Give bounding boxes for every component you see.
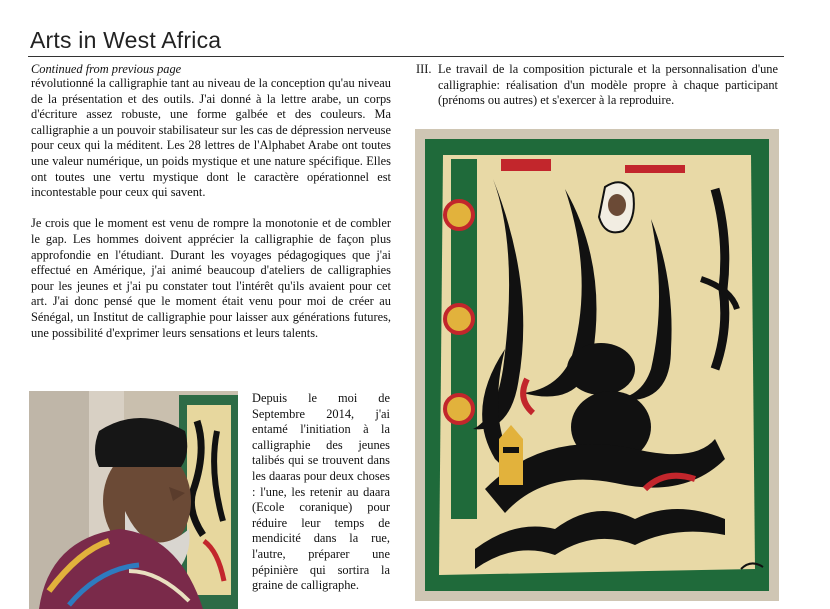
list-item-number: III.	[416, 62, 432, 76]
paragraph-3: Depuis le moi de Septembre 2014, j'ai entamé l'initiation à la calligraphie des jeunes talibés qui se trouvent dans les daaras pour deux choses : l'une, les retenir au daara (Ecole coranique) pour réduire leur temps de mendicité dans la rue, l'autre, préparer une pépinière qui sortira la graine de calligraphe.	[252, 391, 390, 593]
calligraphy-artwork	[415, 129, 779, 601]
photo-side-text	[252, 391, 390, 594]
paragraph-2: Je crois que le moment est venu de rompre la monotonie et de combler le gap. Les hommes doivent apprécier la calligraphie de façon plus approfondie en l'étudiant. Durant les voyages pédagogiques que j'ai effectué en Amérique, j'ai animé beaucoup d'ateliers de calligraphies pour les jeunes et j'ai pu constater tout l'intérêt qu'ils avaient pour cet art. J'ai donc pensé que le moment était venu pour moi de créer au Sénégal, un Institut de calligraphie pour laisser aux générations futures, une possibilité d'exprimer leurs sensations et leurs talents.	[31, 216, 391, 340]
list-item	[416, 62, 778, 109]
calligrapher-photo	[29, 391, 238, 609]
left-column	[31, 62, 391, 341]
continued-note: Continued from previous page	[31, 62, 182, 76]
calligraphy-painting	[415, 129, 779, 601]
page-title: Arts in West Africa	[30, 27, 222, 53]
right-column	[416, 62, 778, 109]
paragraph-1: révolutionné la calligraphie tant au niveau de la conception qu'au niveau de la présentation et des outils. J'ai donné à la lettre arabe, un corps d'écriture assez robuste, une forme galbée et des couleurs. Ma calligraphie a un pouvoir stabilisateur sur les cas de dépression nerveuse pour ceux qui la méditent. Les 28 lettres de l'Alphabet Arabe ont toutes une valeur numérique, un poids mystique et une nature spécifique. Elles ont toutes une vertu mystique dont le caractère opérationnel est incontestable pour ceux qui savent.	[31, 76, 391, 200]
page-header	[28, 26, 784, 57]
list-item-text: Le travail de la composition picturale et la personnalisation d'une calligraphie: réalisation d'un modèle propre à chaque participant (prénoms ou autres) et s'exercer à la reproduire.	[438, 62, 778, 108]
portrait-image	[29, 391, 238, 609]
